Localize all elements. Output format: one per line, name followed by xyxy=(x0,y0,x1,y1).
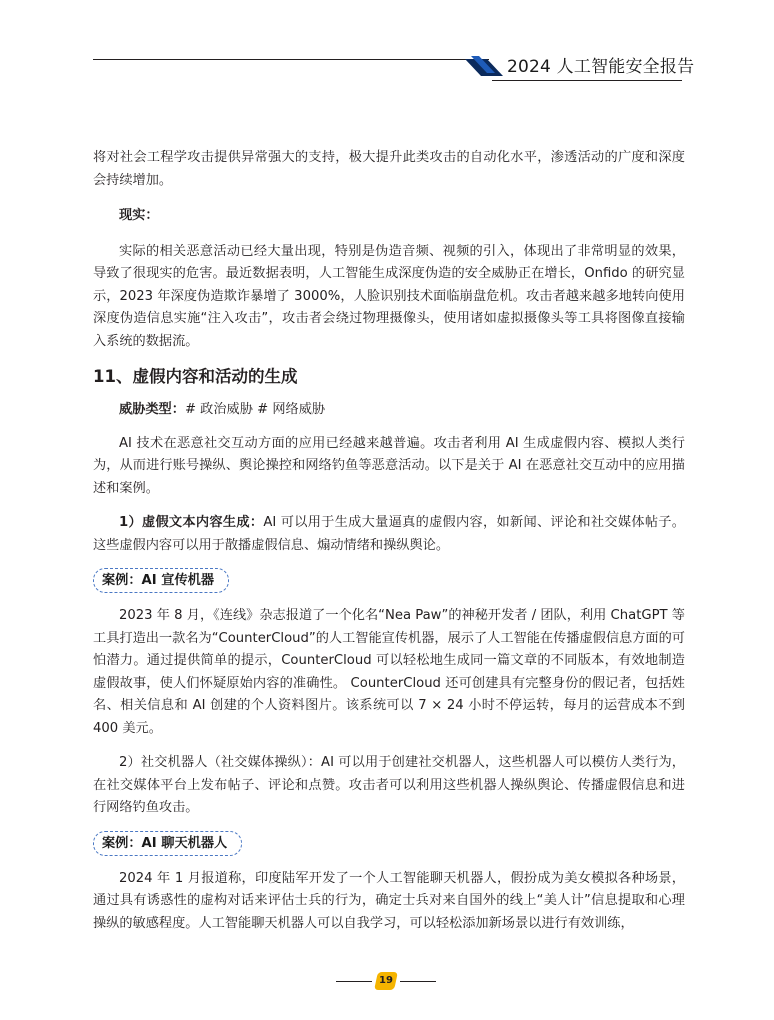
paragraph-reality: 实际的相关恶意活动已经大量出现，特别是伪造音频、视频的引入，体现出了非常明显的效果，导致了很现实的危害。最近数据表明，人工智能生成深度伪造的安全威胁正在增长，Onfido 的研究显示，2023 年深度伪造欺诈暴增了 3000%，人脸识别技术面临崩盘危机。攻击者越来越多地转向使用深度伪造信息实施“注入攻击”，攻击者会绕过物理摄像头，使用诸如虚拟摄像头等工具将图像直接输入系统的数据流。 xyxy=(93,243,685,349)
case-label-propaganda: 案例：AI 宣传机器 xyxy=(93,568,229,593)
threat-type-label: 威胁类型： xyxy=(119,402,185,417)
footer-rule-right xyxy=(400,981,436,982)
paragraph-overview: AI 技术在恶意社交互动方面的应用已经越来越普遍。攻击者利用 AI 生成虚假内容、模拟人类行为，从而进行账号操纵、舆论操控和网络钓鱼等恶意活动。以下是关于 AI 在恶意社交互动中的应用描述和案例。 xyxy=(93,435,685,496)
footer-rule-left xyxy=(336,981,372,982)
threat-type-value: # 政治威胁 # 网络威胁 xyxy=(184,402,326,417)
page-footer xyxy=(336,971,436,991)
paragraph-fake-text xyxy=(93,512,685,557)
page-body xyxy=(93,147,685,935)
fake-text-label: 1）虚假文本内容生成： xyxy=(119,515,264,530)
reality-label: 现实： xyxy=(119,208,159,223)
paragraph-social-bots: 2）社交机器人（社交媒体操纵）：AI 可以用于创建社交机器人，这些机器人可以模仿人类行为，在社交媒体平台上发布帖子、评论和点赞。攻击者可以利用这些机器人操纵舆论、传播虚假信息和进行网络钓鱼攻击。 xyxy=(93,755,685,815)
case-label-chatbot: 案例：AI 聊天机器人 xyxy=(93,831,242,856)
threat-type xyxy=(93,399,685,422)
paragraph-intro: 将对社会工程学攻击提供异常强大的支持，极大提升此类攻击的自动化水平，渗透活动的广度和深度会持续增加。 xyxy=(93,150,685,188)
paragraph-case-chatbot: 2024 年 1 月报道称，印度陆军开发了一个人工智能聊天机器人，假扮成为美女模拟各种场景，通过具有诱惑性的虚构对话来评估士兵的行为，确定士兵对来自国外的线上“美人计”信息提取和心理操纵的敏感程度。人工智能聊天机器人可以自我学习，可以轻松添加新场景以进行有效训练， xyxy=(93,870,685,931)
header-rule-right xyxy=(492,80,682,81)
header-accent-stripe xyxy=(465,56,505,76)
section-heading: 11、虚假内容和活动的生成 xyxy=(93,367,298,386)
header-rule-left xyxy=(93,59,489,60)
report-title: 2024 人工智能安全报告 xyxy=(507,57,695,77)
fake-text-body: AI 可以用于生成大量逼真的虚假内容，如新闻、评论和社交媒体帖子。这些虚假内容可以用于散播虚假信息、煽动情绪和操纵舆论。 xyxy=(93,515,685,553)
page-number: 19 xyxy=(379,975,393,986)
paragraph-case-propaganda: 2023 年 8 月，《连线》杂志报道了一个化名“Nea Paw”的神秘开发者 / 团队，利用 ChatGPT 等工具打造出一款名为“CounterCloud”的人工智能宣传机器，展示了人工智能在传播虚假信息方面的可怕潜力。通过提供简单的提示，CounterCloud 可以轻松地生成同一篇文章的不同版本，有效地制造虚假故事，使人们怀疑原始内容的准确性。 CounterCloud 还可创建具有完整身份的假记者，包括姓名、相关信息和 AI 创建的个人资料图片。该系统可以 7 × 24 小时不停运转，每月的运营成本不到 400 美元。 xyxy=(93,608,685,736)
